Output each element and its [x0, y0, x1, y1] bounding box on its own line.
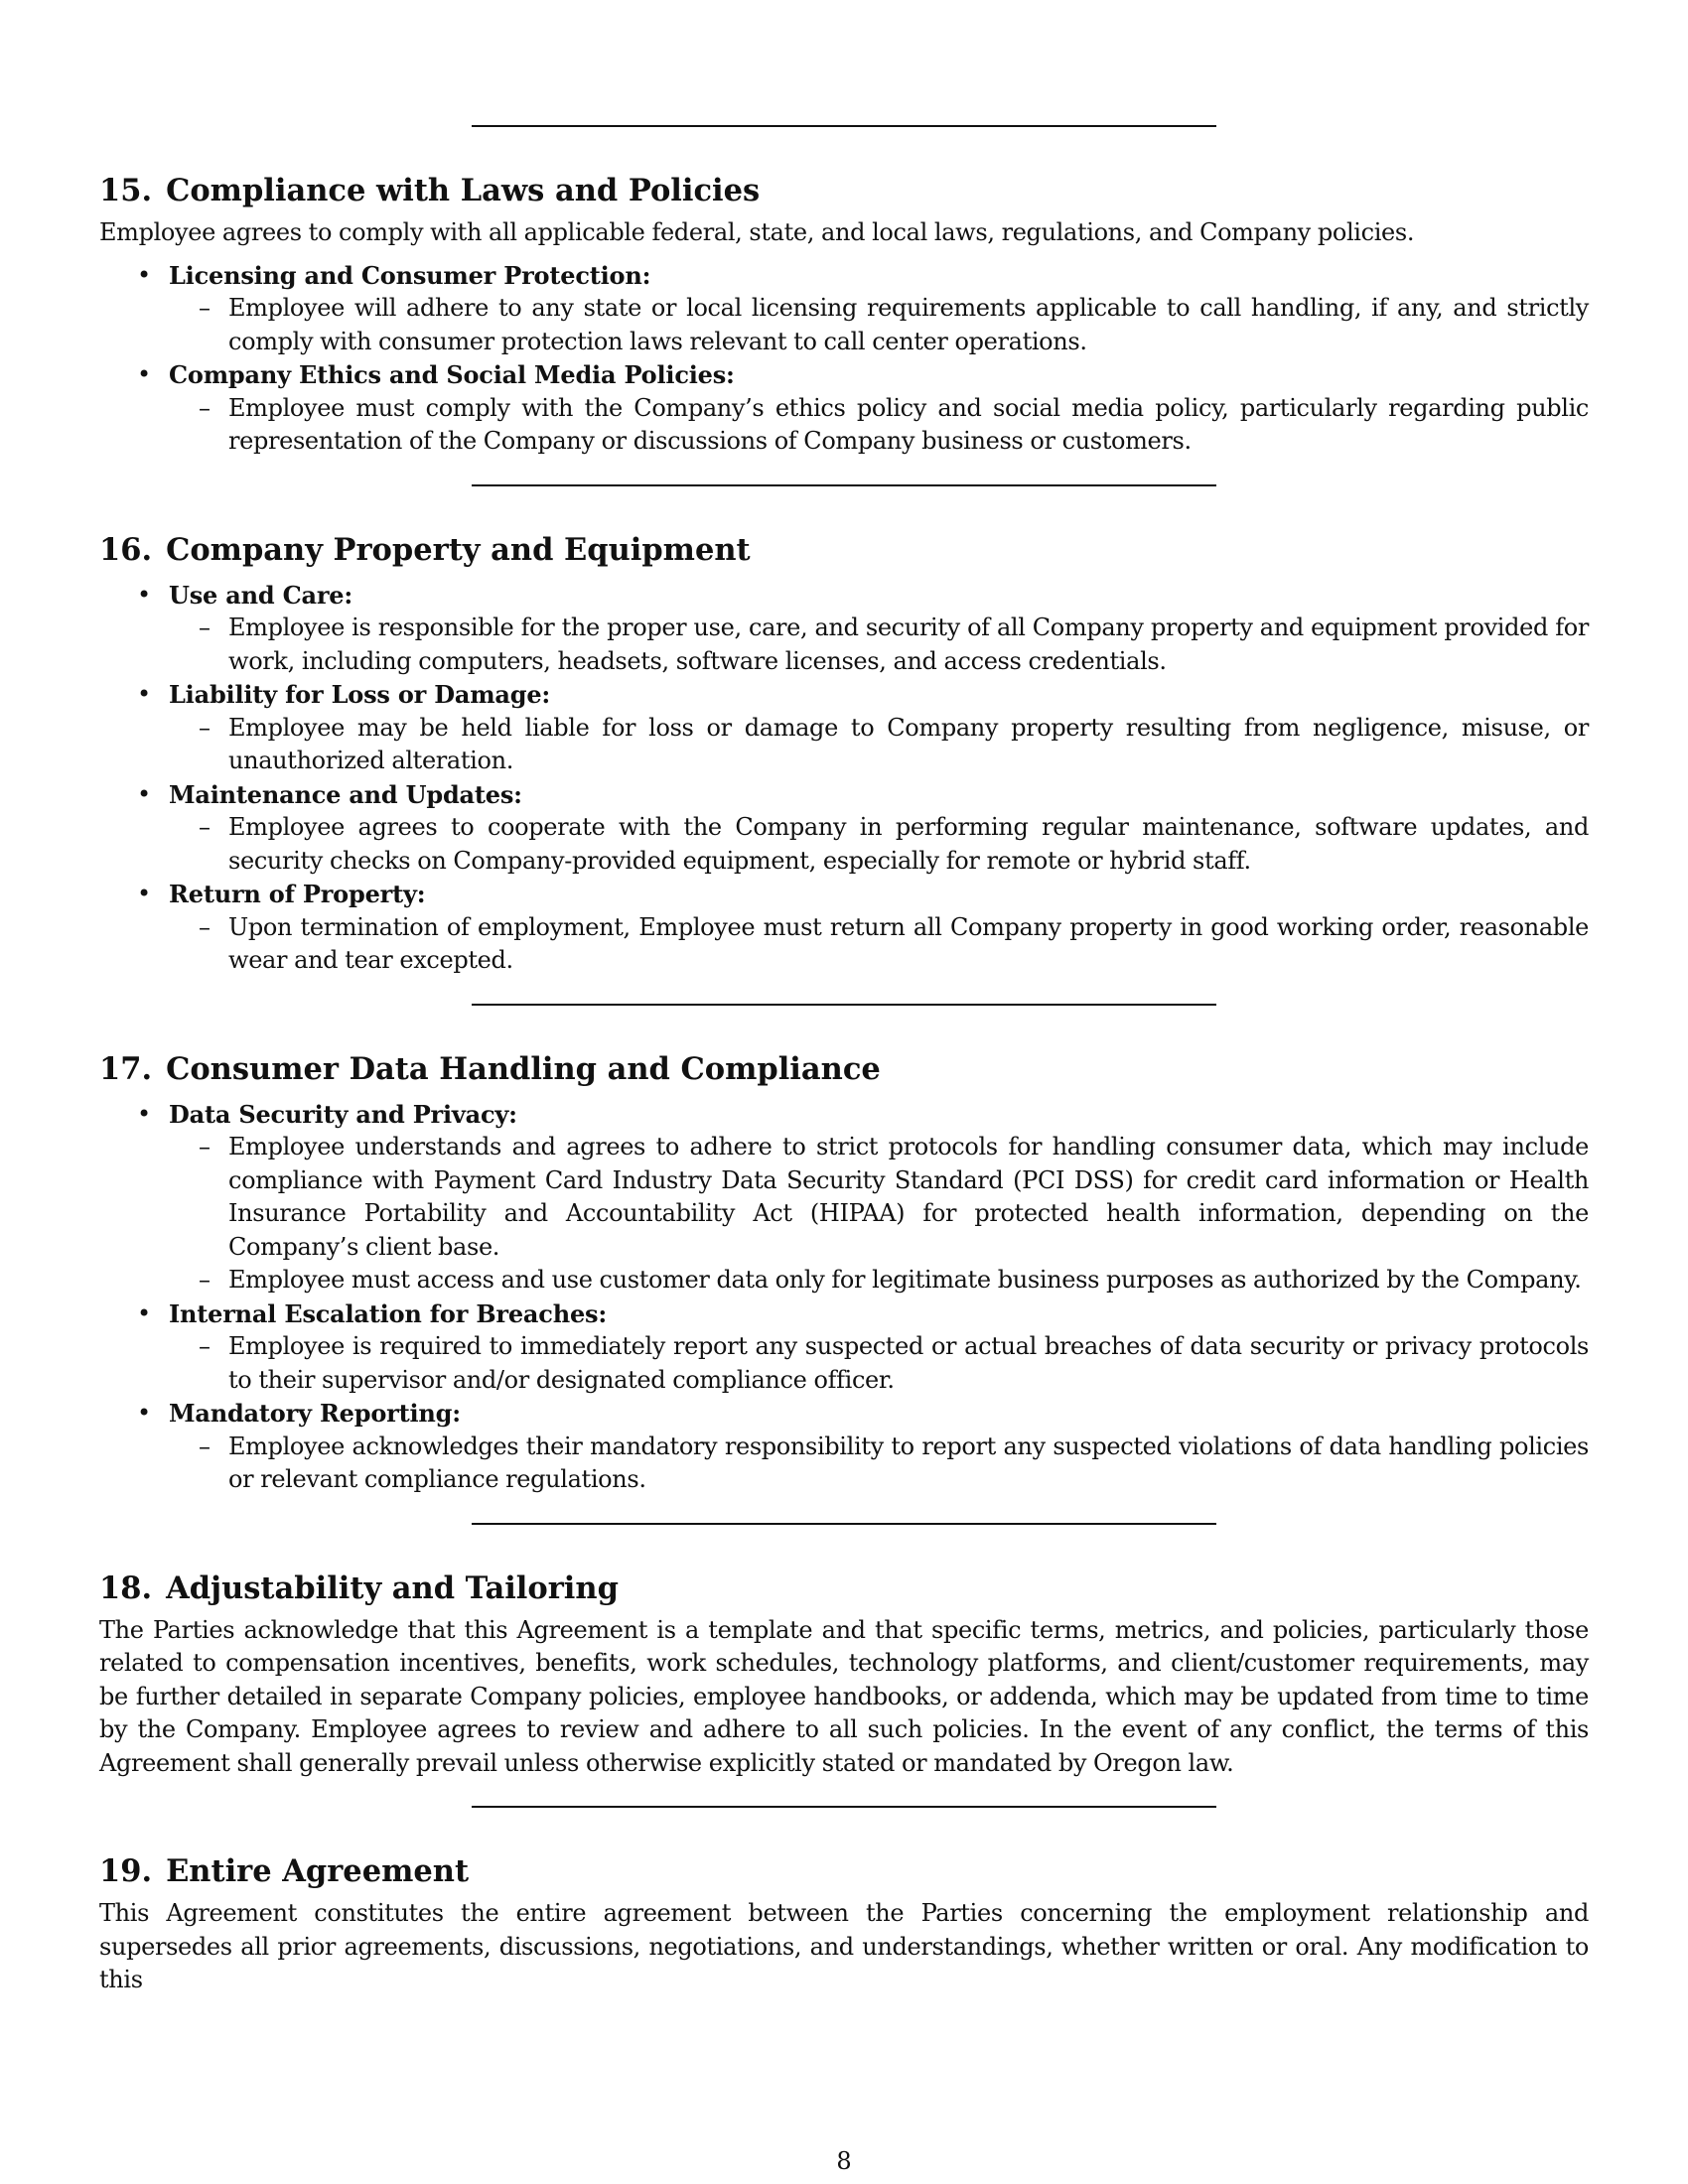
- dash-icon: –: [199, 614, 211, 641]
- section-heading: 19. Entire Agreement: [99, 1853, 470, 1889]
- section-17: [99, 1049, 1589, 1497]
- item-heading: Use and Care:: [169, 580, 353, 610]
- list-item: [99, 878, 1589, 978]
- section-divider: [472, 125, 1216, 127]
- bullet-icon: •: [137, 360, 152, 388]
- dash-icon: –: [199, 1133, 211, 1160]
- section-heading: 17. Consumer Data Handling and Compliance: [99, 1050, 881, 1087]
- section-intro: Employee agrees to comply with all applicable federal, state, and local laws, regulations, and Company policies.: [99, 218, 1415, 246]
- section-heading: 16. Company Property and Equipment: [99, 531, 751, 568]
- page-number: 8: [836, 2147, 852, 2175]
- list-item: [99, 358, 1589, 459]
- section-heading: 18. Adjustability and Tailoring: [99, 1570, 619, 1606]
- list-item: [99, 1397, 1589, 1497]
- item-heading: Licensing and Consumer Protection:: [169, 260, 651, 290]
- sub-item: – Upon termination of employment, Employee must return all Company property in good working order, reasonable wear and tear excepted.: [199, 912, 1589, 974]
- item-heading: Return of Property:: [169, 880, 426, 908]
- item-heading: Data Security and Privacy:: [169, 1099, 517, 1129]
- section-title: Compliance with Laws and Policies: [166, 173, 761, 208]
- bullet-icon: •: [137, 1399, 152, 1427]
- bullet-icon: •: [137, 680, 152, 708]
- dash-icon: –: [199, 1332, 211, 1360]
- list-item: [99, 678, 1589, 778]
- item-heading: Company Ethics and Social Media Policies:: [169, 360, 735, 389]
- bullet-icon: •: [137, 1298, 152, 1327]
- bullet-icon: •: [137, 1099, 152, 1128]
- dash-icon: –: [199, 813, 211, 841]
- section-body: The Parties acknowledge that this Agreement is a template and that specific terms, metrics, and policies, particularly those related to compensation incentives, benefits, work schedules, technology platforms, and client/customer requirements, may be further detailed in separate Company policies, employee handbooks, or addenda, which may be updated from time to time by the Company. Employee agrees to review and adhere to all such policies. In the event of any conflict, the terms of this Agreement shall generally prevail unless otherwise explicitly stated or mandated by Oregon law.: [99, 1615, 1589, 1777]
- dash-icon: –: [199, 1432, 211, 1460]
- dash-icon: –: [199, 294, 211, 322]
- section-title: Adjustability and Tailoring: [166, 1570, 619, 1606]
- dash-icon: –: [199, 912, 211, 941]
- item-list: [99, 579, 1589, 978]
- section-heading: 15. Compliance with Laws and Policies: [99, 173, 761, 208]
- list-item: [99, 1098, 1589, 1297]
- bullet-icon: •: [137, 779, 152, 808]
- sub-item: – Employee may be held liable for loss or damage to Company property resulting from negligence, misuse, or unauthorized alteration.: [199, 713, 1589, 774]
- sub-item: – Employee must access and use customer data only for legitimate business purposes as authorized by the Company.: [169, 1264, 1589, 1297]
- section-body: This Agreement constitutes the entire agreement between the Parties concerning the employment relationship and supersedes all prior agreements, discussions, negotiations, and understandings, whether written or oral. Any modification to this: [99, 1899, 1589, 1993]
- item-heading: Liability for Loss or Damage:: [169, 680, 551, 709]
- item-heading: Internal Escalation for Breaches:: [169, 1298, 607, 1328]
- item-list: [99, 1098, 1589, 1497]
- sub-item: – Employee is required to immediately report any suspected or actual breaches of data security or privacy protocols to their supervisor and/or designated compliance officer.: [199, 1332, 1589, 1394]
- bullet-icon: •: [137, 880, 152, 907]
- sub-item: – Employee acknowledges their mandatory responsibility to report any suspected violations of data handling policies or relevant compliance regulations.: [199, 1432, 1589, 1493]
- sub-item: – Employee understands and agrees to adhere to strict protocols for handling consumer data, which may include compliance with Payment Card Industry Data Security Standard (PCI DSS) for credit card information or Health Insurance Portability and Accountability Act (HIPAA) for protected health information, depending on the Company’s client base.: [199, 1133, 1589, 1261]
- section-16: [99, 530, 1589, 978]
- section-title: Company Property and Equipment: [166, 531, 751, 568]
- section-divider: [472, 1523, 1216, 1525]
- list-item: [99, 1297, 1589, 1398]
- sub-item: – Employee is responsible for the proper use, care, and security of all Company property and equipment provided for work, including computers, headsets, software licenses, and access credentials.: [199, 614, 1589, 675]
- list-item: [99, 778, 1589, 879]
- item-heading: Mandatory Reporting:: [169, 1399, 461, 1428]
- section-divider: [472, 1806, 1216, 1808]
- sub-item: – Employee must comply with the Company’s ethics policy and social media policy, particularly regarding public representation of the Company or discussions of Company business or customers.: [199, 393, 1589, 455]
- bullet-icon: •: [137, 580, 152, 609]
- list-item: [99, 579, 1589, 679]
- section-18: [99, 1569, 1589, 1781]
- bullet-icon: •: [137, 260, 152, 289]
- item-list: [99, 259, 1589, 459]
- section-divider: [472, 484, 1216, 486]
- section-15: [99, 171, 1589, 459]
- sub-item: – Employee will adhere to any state or local licensing requirements applicable to call handling, if any, and strictly comply with consumer protection laws relevant to call center operations.: [199, 294, 1589, 355]
- list-item: [99, 259, 1589, 359]
- section-title: Consumer Data Handling and Compliance: [166, 1050, 881, 1087]
- section-divider: [472, 1004, 1216, 1006]
- document-page: [99, 0, 1589, 1997]
- item-heading: Maintenance and Updates:: [169, 779, 522, 809]
- dash-icon: –: [199, 393, 211, 422]
- dash-icon: –: [199, 1266, 211, 1294]
- section-title: Entire Agreement: [166, 1853, 470, 1889]
- dash-icon: –: [199, 713, 211, 742]
- sub-item: – Employee agrees to cooperate with the Company in performing regular maintenance, software updates, and security checks on Company-provided equipment, especially for remote or hybrid staff.: [199, 813, 1589, 875]
- section-19: [99, 1851, 1589, 1997]
